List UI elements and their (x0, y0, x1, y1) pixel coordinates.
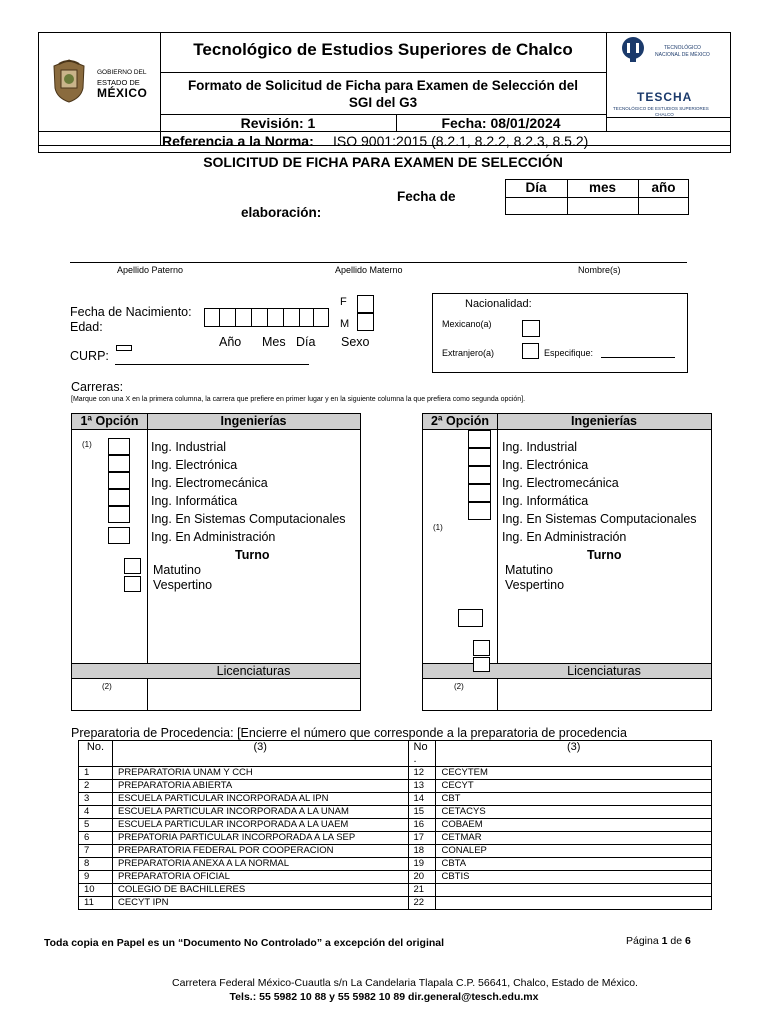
prep-row (79, 871, 712, 884)
prep-table (78, 740, 712, 910)
opt2-shift-vespertino: Vespertino (505, 578, 565, 592)
prep-row (79, 819, 712, 832)
gov-line-1: GOBIERNO DEL (97, 69, 147, 76)
gov-line-3: MÉXICO (97, 86, 148, 100)
opt1-checkbox-vespertino[interactable] (124, 576, 141, 592)
prep-row (79, 832, 712, 845)
date-col-day: Día (525, 180, 547, 195)
prep-num[interactable]: 17 (408, 832, 436, 845)
opt2-eng-sistemas: Ing. En Sistemas Computacionales (502, 512, 697, 526)
curp-label: CURP: (70, 349, 109, 363)
name-input-line[interactable] (70, 262, 687, 263)
sex-m-label: M (340, 318, 350, 330)
prep-school[interactable]: CECYTEM (436, 767, 712, 780)
sex-m-checkbox[interactable] (357, 313, 374, 331)
opt1-lic-header: Licenciaturas (216, 664, 291, 678)
date-input-month[interactable] (568, 198, 637, 214)
birth-day-label: Día (296, 335, 316, 349)
opt2-mark-1: (1) (433, 523, 443, 532)
opt1-checkbox-industrial[interactable] (108, 438, 130, 455)
prep-school[interactable]: CONALEP (436, 845, 712, 858)
sex-f-label: F (340, 296, 347, 308)
prep-num[interactable]: 13 (408, 780, 436, 793)
prep-num[interactable]: 22 (408, 897, 436, 910)
prep-row (79, 845, 712, 858)
nationality-label: Nacionalidad: (465, 298, 532, 310)
tecnm-line-2: NACIONAL DE MÉXICO (655, 52, 710, 58)
mexican-checkbox[interactable] (522, 320, 540, 337)
opt1-checkbox-electronica[interactable] (108, 455, 130, 472)
tesch-logo (637, 90, 692, 104)
prep-school[interactable]: CECYT (436, 780, 712, 793)
page-total: 6 (685, 935, 691, 947)
label-apellido-materno: Apellido Materno (335, 265, 403, 275)
prep-school[interactable]: CETMAR (436, 832, 712, 845)
opt1-eng-electromecanica: Ing. Electromecánica (151, 476, 268, 490)
prep-school[interactable]: PREPARATORIA ANEXA A LA NORMAL (112, 858, 408, 871)
opt2-header: 2ª Opción (430, 414, 490, 428)
copy-note: Toda copia en Papel es un “Documento No Controlado” a excepción del original (44, 937, 445, 949)
opt1-eng-sistemas: Ing. En Sistemas Computacionales (151, 512, 346, 526)
prep-row (79, 767, 712, 780)
opt2-checkbox-matutino[interactable] (473, 640, 490, 656)
opt2-eng-electromecanica: Ing. Electromecánica (502, 476, 619, 490)
form-title: SOLICITUD DE FICHA PARA EXAMEN DE SELECCIÓN (203, 154, 563, 170)
prep-num[interactable]: 6 (79, 832, 113, 845)
prep-school[interactable]: PREPARATORIA ABIERTA (112, 780, 408, 793)
foreign-checkbox[interactable] (522, 343, 539, 359)
sex-label: Sexo (341, 335, 370, 349)
revision: Revisión: 1 (240, 115, 316, 131)
prep-num[interactable]: 21 (408, 884, 436, 897)
opt2-eng-administracion: Ing. En Administración (502, 530, 627, 544)
page-number: 1 (661, 935, 668, 947)
opt1-checkbox-administracion[interactable] (108, 527, 130, 544)
footer-address: Carretera Federal México-Cuautla s/n La Candelaria Tlapala C.P. 56641, Chalco, Estado de México. (172, 977, 638, 989)
prep-num[interactable]: 2 (79, 780, 113, 793)
page-indicator (626, 935, 691, 947)
prep-school[interactable]: CBTIS (436, 871, 712, 884)
foreign-label: Extranjero(a) (442, 348, 495, 358)
birth-label: Fecha de Nacimiento: (70, 305, 192, 319)
tecnm-logo-icon (620, 34, 646, 66)
format-title: Formato de Solicitud de Ficha para Examen de Selección del SGI del G3 (187, 78, 579, 110)
state-seal-icon (50, 58, 88, 104)
opt2-checkbox-industrial[interactable] (468, 430, 491, 448)
gov-line-2: ESTADO DE (97, 78, 140, 87)
prep-num[interactable]: 5 (79, 819, 113, 832)
opt1-eng-industrial: Ing. Industrial (151, 440, 227, 454)
prep-school[interactable]: PREPARATORIA FEDERAL POR COOPERACION (112, 845, 408, 858)
opt1-shift-matutino: Matutino (153, 563, 201, 577)
prep-title: Preparatoria de Procedencia: [Encierre el número que corresponde a la preparatoria de procedencia (71, 726, 627, 740)
opt1-mark-2: (2) (102, 682, 112, 691)
opt2-eng-industrial: Ing. Industrial (502, 440, 578, 454)
prep-num[interactable]: 4 (79, 806, 113, 819)
prep-num[interactable]: 8 (79, 858, 113, 871)
prep-row (79, 858, 712, 871)
prep-num[interactable]: 15 (408, 806, 436, 819)
opt1-eng-administracion: Ing. En Administración (151, 530, 276, 544)
prep-school[interactable] (436, 884, 712, 897)
opt2-eng-electronica: Ing. Electrónica (502, 458, 589, 472)
date-col-year: año (651, 180, 676, 195)
prep-col-name: (3) (112, 741, 408, 767)
fecha-de-label: Fecha de (397, 189, 456, 204)
prep-school[interactable] (436, 897, 712, 910)
opt2-checkbox-administracion[interactable] (458, 609, 483, 627)
opt1-shift-vespertino: Vespertino (153, 578, 213, 592)
prep-school[interactable]: PREPATORIA PARTICULAR INCORPORADA A LA SEP (112, 832, 408, 845)
birth-year-label: Año (219, 335, 242, 349)
prep-school[interactable]: CECYT IPN (112, 897, 408, 910)
opt2-shift-header: Turno (587, 548, 622, 562)
prep-school[interactable]: ESCUELA PARTICULAR INCORPORADA A LA UAEM (112, 819, 408, 832)
opt1-shift-header: Turno (235, 548, 270, 562)
sex-f-checkbox[interactable] (357, 295, 374, 313)
elaboracion-label: elaboración: (241, 205, 322, 220)
birth-date-boxes[interactable] (204, 308, 329, 327)
prep-school[interactable]: ESCUELA PARTICULAR INCORPORADA A LA UNAM (112, 806, 408, 819)
footer-phones: Tels.: 55 5982 10 88 y 55 5982 10 89 dir.general@tesch.edu.mx (229, 991, 539, 1003)
institution-name: Tecnológico de Estudios Superiores de Chalco (193, 40, 573, 59)
tesch-city: CHALCO (655, 112, 674, 117)
opt1-mark-1: (1) (82, 440, 92, 449)
date-col-month: mes (588, 180, 617, 195)
prep-school[interactable]: CBTA (436, 858, 712, 871)
prep-school[interactable]: PREPARATORIA UNAM Y CCH (112, 767, 408, 780)
prep-school[interactable]: COBAEM (436, 819, 712, 832)
prep-col-no-2: No . (408, 741, 436, 767)
label-apellido-paterno: Apellido Paterno (117, 265, 184, 275)
curp-small-box (116, 345, 132, 351)
prep-num[interactable]: 10 (79, 884, 113, 897)
opt1-header: 1ª Opción (80, 414, 139, 428)
prep-row (79, 793, 712, 806)
prep-row (79, 806, 712, 819)
prep-num[interactable]: 11 (79, 897, 113, 910)
label-nombre: Nombre(s) (578, 265, 621, 275)
age-label: Edad: (70, 320, 103, 334)
prep-school[interactable]: CBT (436, 793, 712, 806)
opt2-mark-2: (2) (454, 682, 464, 691)
opt2-checkbox-vespertino[interactable] (473, 657, 490, 672)
prep-school[interactable]: PREPARATORIA OFICIAL (112, 871, 408, 884)
opt1-eng-electronica: Ing. Electrónica (151, 458, 238, 472)
opt1-eng-informatica: Ing. Informática (151, 494, 238, 508)
tesch-logo-text: TESCHA (637, 90, 693, 104)
opt1-eng-header: Ingenierías (220, 414, 287, 428)
prep-col-name-2: (3) (436, 741, 712, 767)
prep-num[interactable]: 19 (408, 858, 436, 871)
prep-col-no: No. (79, 741, 113, 767)
careers-note: [Marque con una X en la primera columna, la carrera que prefiere en primer lugar y en la siguiente columna la que prefiera como segunda opción]. (71, 396, 526, 403)
page-of: de (670, 935, 683, 947)
prep-school[interactable]: CETACYS (436, 806, 712, 819)
tecnm-line-1: TECNOLÓGICO (664, 45, 701, 51)
opt2-shift-matutino: Matutino (505, 563, 553, 577)
careers-label: Carreras: (71, 380, 124, 394)
opt2-lic-header: Licenciaturas (567, 664, 641, 678)
opt1-checkbox-sistemas[interactable] (108, 506, 130, 523)
norm-label: Referencia a la Norma: (162, 133, 314, 149)
opt2-checkbox-electromecanica[interactable] (468, 466, 491, 484)
specify-label: Especifique: (544, 348, 594, 358)
prep-num[interactable]: 18 (408, 845, 436, 858)
opt1-checkbox-electromecanica[interactable] (108, 472, 130, 489)
opt1-checkbox-matutino[interactable] (124, 558, 141, 574)
prep-row (79, 884, 712, 897)
date-input-day[interactable] (506, 198, 566, 214)
opt2-checkbox-informatica[interactable] (468, 484, 491, 502)
curp-input-line[interactable] (115, 364, 309, 365)
prep-num[interactable]: 14 (408, 793, 436, 806)
revision-date: Fecha: 08/01/2024 (441, 115, 561, 131)
date-input-year[interactable] (639, 198, 688, 214)
prep-num[interactable]: 3 (79, 793, 113, 806)
norm-value: ISO 9001:2015 (8.2.1, 8.2.2, 8.2.3, 8.5.2) (333, 133, 589, 149)
prep-school[interactable]: COLEGIO DE BACHILLERES (112, 884, 408, 897)
prep-school[interactable]: ESCUELA PARTICULAR INCORPORADA AL IPN (112, 793, 408, 806)
prep-num[interactable]: 12 (408, 767, 436, 780)
prep-row (79, 780, 712, 793)
opt2-eng-informatica: Ing. Informática (502, 494, 589, 508)
prep-num[interactable]: 20 (408, 871, 436, 884)
mexican-label: Mexicano(a) (442, 319, 492, 329)
prep-num[interactable]: 16 (408, 819, 436, 832)
opt2-eng-header: Ingenierías (571, 414, 637, 428)
prep-num[interactable]: 1 (79, 767, 113, 780)
opt2-checkbox-sistemas[interactable] (468, 502, 491, 520)
opt1-checkbox-informatica[interactable] (108, 489, 130, 506)
tesch-subtitle: TECNOLÓGICO DE ESTUDIOS SUPERIORES (613, 106, 709, 111)
specify-input-line[interactable] (601, 357, 675, 358)
prep-num[interactable]: 9 (79, 871, 113, 884)
prep-row (79, 897, 712, 910)
opt2-checkbox-electronica[interactable] (468, 448, 491, 466)
birth-month-label: Mes (262, 335, 286, 349)
prep-num[interactable]: 7 (79, 845, 113, 858)
page-word: Página (626, 935, 659, 947)
